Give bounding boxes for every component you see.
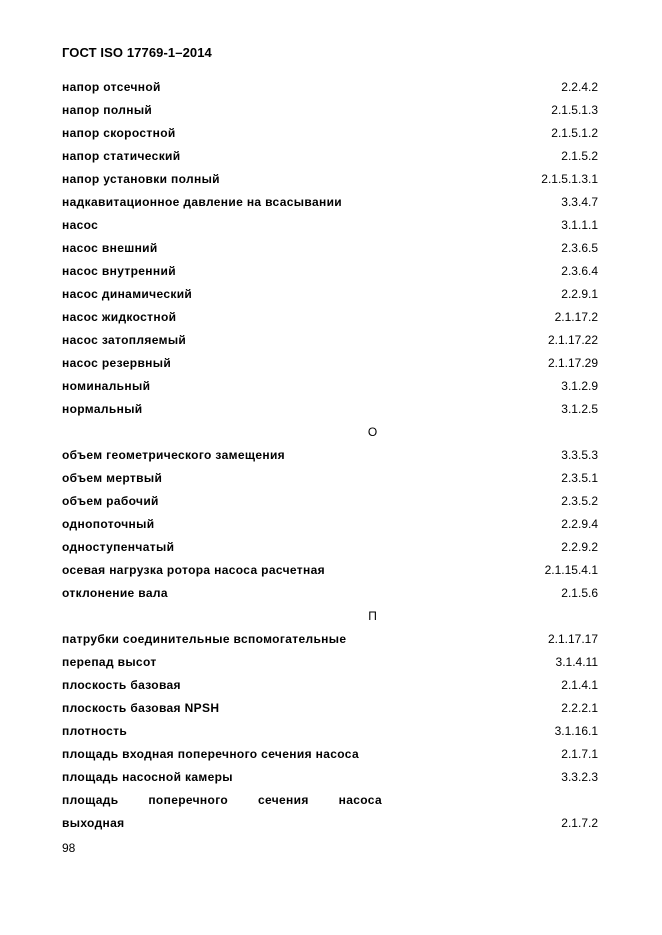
index-reference: 3.1.1.1 <box>561 218 598 232</box>
index-term: насос <box>62 218 99 232</box>
index-reference: 3.1.2.5 <box>561 402 598 416</box>
index-reference: 2.3.5.2 <box>561 494 598 508</box>
index-group-o <box>62 444 598 605</box>
term-word: сечения <box>257 793 309 807</box>
index-reference: 2.1.17.22 <box>547 333 598 347</box>
index-reference: 2.3.6.5 <box>561 241 598 255</box>
index-reference: 2.1.17.2 <box>554 310 598 324</box>
index-term: одноступенчатый <box>62 540 175 554</box>
index-entry <box>62 122 598 145</box>
index-term: надкавитационное давление на всасывании <box>62 195 343 209</box>
index-entry <box>62 559 598 582</box>
index-term: насос внешний <box>62 241 158 255</box>
index-term: выходная <box>62 816 125 830</box>
index-term: объем мертвый <box>62 471 163 485</box>
index-reference: 2.2.9.2 <box>561 540 598 554</box>
index-reference: 2.1.5.2 <box>561 149 598 163</box>
index-entry <box>62 697 598 720</box>
index-entry <box>62 582 598 605</box>
index-term: плотность <box>62 724 128 738</box>
index-entry <box>62 214 598 237</box>
index-entry <box>62 444 598 467</box>
index-entry <box>62 76 598 99</box>
index-entry <box>62 720 598 743</box>
term-word: поперечного <box>148 793 229 807</box>
index-term: отклонение вала <box>62 586 168 600</box>
index-reference: 2.2.9.4 <box>561 517 598 531</box>
index-reference: 2.1.7.2 <box>561 816 598 830</box>
letter-heading-p: П <box>368 609 377 623</box>
index-term: площадь входная поперечного сечения насоса <box>62 747 359 761</box>
index-term: насос резервный <box>62 356 172 370</box>
index-term: напор отсечной <box>62 80 161 94</box>
index-term: напор статический <box>62 149 181 163</box>
index-reference: 3.3.2.3 <box>561 770 598 784</box>
index-entry <box>62 306 598 329</box>
index-entry <box>62 99 598 122</box>
index-reference: 3.1.16.1 <box>554 724 598 738</box>
index-entry <box>62 237 598 260</box>
index-entry <box>62 145 598 168</box>
index-entry <box>62 513 598 536</box>
index-entry <box>62 352 598 375</box>
index-reference: 2.1.17.29 <box>547 356 598 370</box>
index-entry <box>62 168 598 191</box>
index-term: осевая нагрузка ротора насоса расчетная <box>62 563 325 577</box>
index-term: перепад высот <box>62 655 157 669</box>
index-reference: 3.1.4.11 <box>555 655 598 669</box>
page-number: 98 <box>62 841 76 855</box>
index-term: насос динамический <box>62 287 193 301</box>
document-header: ГОСТ ISO 17769-1–2014 <box>62 45 212 60</box>
index-reference: 3.1.2.9 <box>561 379 598 393</box>
index-entry <box>62 766 598 789</box>
index-term: насос внутренний <box>62 264 176 278</box>
index-term: номинальный <box>62 379 151 393</box>
index-entry <box>62 375 598 398</box>
index-reference: 2.2.9.1 <box>561 287 598 301</box>
index-term: нормальный <box>62 402 143 416</box>
index-entry <box>62 283 598 306</box>
index-reference: 2.3.5.1 <box>561 471 598 485</box>
index-entry <box>62 651 598 674</box>
index-group-p <box>62 628 598 789</box>
index-entry <box>62 743 598 766</box>
letter-heading-o: О <box>367 425 378 439</box>
index-term: насос жидкостной <box>62 310 177 324</box>
term-word: насоса <box>338 793 382 807</box>
index-reference: 2.3.6.4 <box>561 264 598 278</box>
index-entry <box>62 628 598 651</box>
index-term: насос затопляемый <box>62 333 187 347</box>
index-entry <box>62 191 598 214</box>
index-term: патрубки соединительные вспомогательные <box>62 632 347 646</box>
index-term: напор установки полный <box>62 172 220 186</box>
index-entry <box>62 260 598 283</box>
index-term: напор скоростной <box>62 126 176 140</box>
index-entry <box>62 812 598 835</box>
index-term: площадь насосной камеры <box>62 770 233 784</box>
index-reference: 3.3.4.7 <box>561 195 598 209</box>
index-entry-continued-term <box>62 789 382 812</box>
index-reference: 2.1.15.4.1 <box>544 563 598 577</box>
index-reference: 2.1.5.1.3.1 <box>541 172 598 186</box>
index-entry <box>62 329 598 352</box>
index-reference: 2.1.5.1.2 <box>551 126 598 140</box>
index-group-n <box>62 76 598 421</box>
index-reference: 2.1.7.1 <box>561 747 598 761</box>
index-entry <box>62 467 598 490</box>
index-entry <box>62 536 598 559</box>
index-term: плоскость базовая NPSH <box>62 701 220 715</box>
index-reference: 2.1.5.1.3 <box>551 103 598 117</box>
index-reference: 2.2.4.2 <box>561 80 598 94</box>
index-term: объем геометрического замещения <box>62 448 286 462</box>
index-reference: 3.3.5.3 <box>561 448 598 462</box>
index-term: объем рабочий <box>62 494 159 508</box>
index-reference: 2.1.5.6 <box>561 586 598 600</box>
index-reference: 2.1.17.17 <box>547 632 598 646</box>
index-entry <box>62 490 598 513</box>
index-reference: 2.2.2.1 <box>561 701 598 715</box>
index-entry <box>62 674 598 697</box>
index-term: однопоточный <box>62 517 155 531</box>
term-word: площадь <box>62 793 119 807</box>
index-reference: 2.1.4.1 <box>561 678 598 692</box>
index-term: напор полный <box>62 103 153 117</box>
index-entry <box>62 398 598 421</box>
index-term: плоскость базовая <box>62 678 181 692</box>
term-index <box>62 76 598 835</box>
